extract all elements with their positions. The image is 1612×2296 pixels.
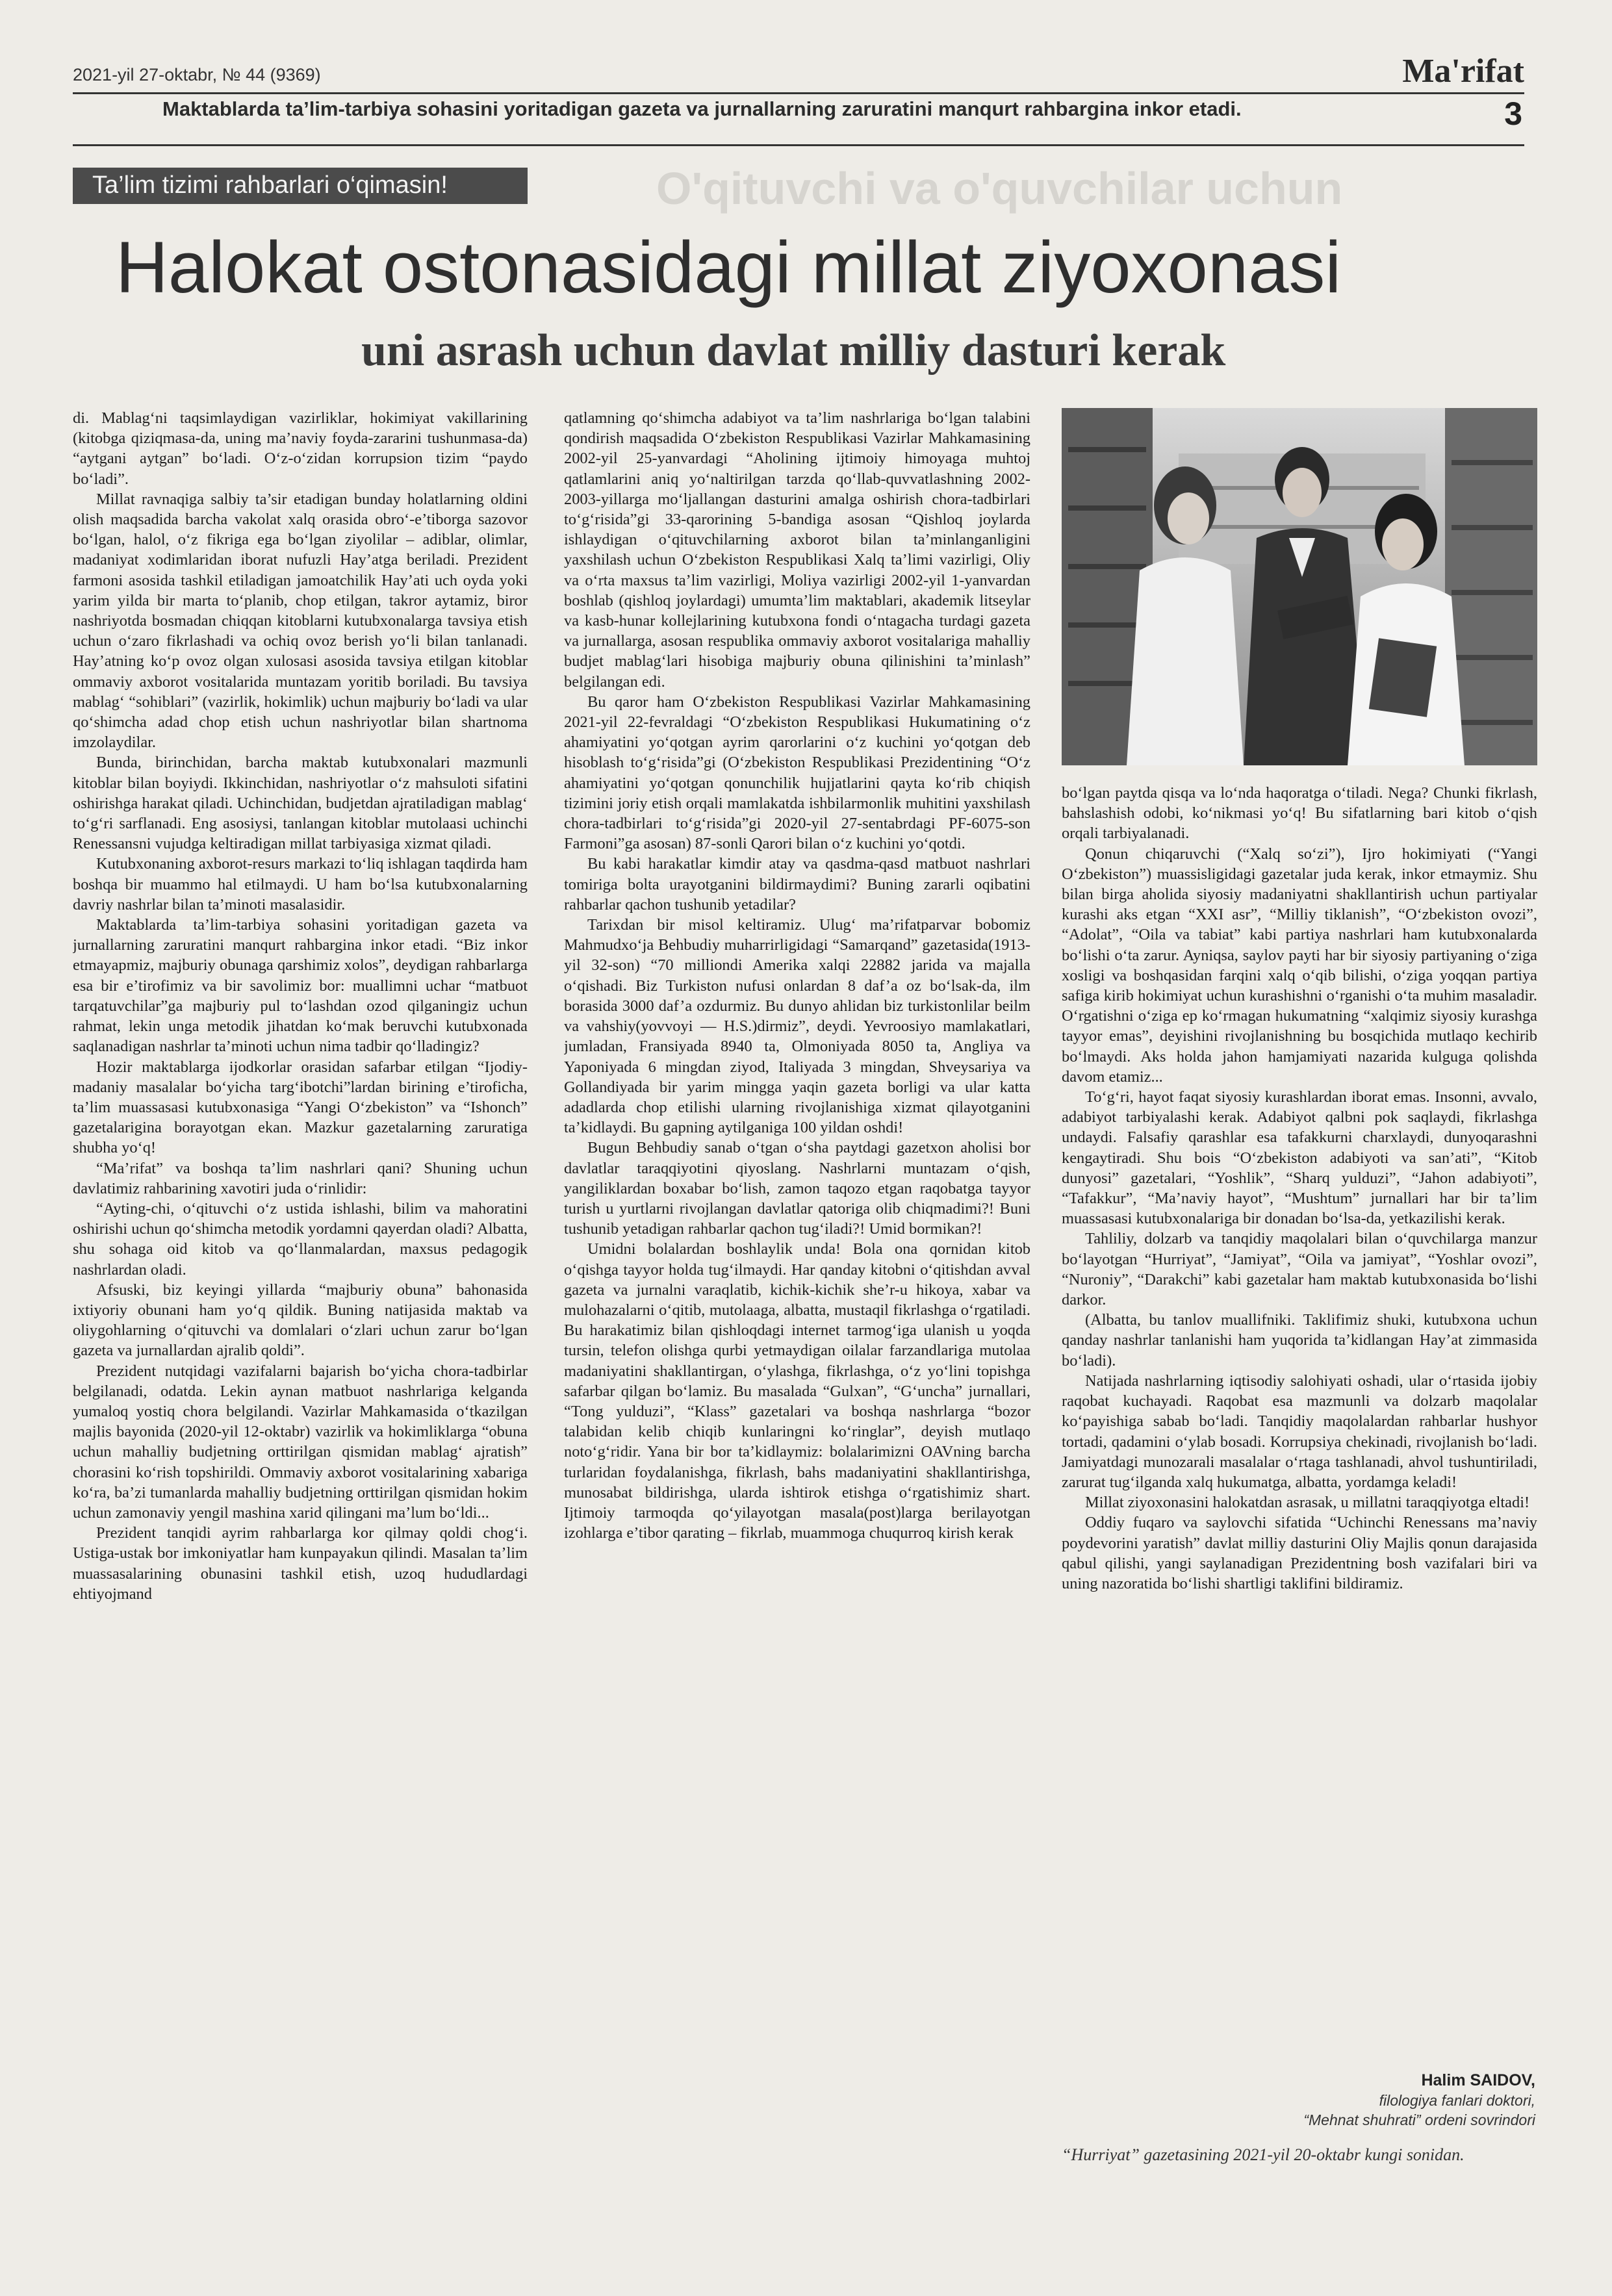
paragraph: Prezident tanqidi ayrim rahbarlarga kor qilmay qoldi chog‘i. Ustiga-ustak bor imkoniyatlar ham kunpayakun qilindi. Masalan ta’lim muassasalarining obunasini tashkil etish, uzoq hududlardagi ehtiyojmand — [73, 1524, 528, 1603]
author-award: “Mehnat shuhrati” ordeni sovrindori — [1303, 2111, 1535, 2128]
paragraph: Bunda, birinchidan, barcha maktab kutubxonalari mazmunli kitoblar bilan boyiydi. Ikkinchidan, nashriyotlar o‘z mahsuloti sifatini oshirishga harakat qiladi. Uchinchidan, budjetdan ajratiladigan mablag‘ to‘g‘ri sarflanadi. Eng asosiysi, tanlangan kitoblar mutolaasi uchinchi Renessansni vujudga keltiradigan millat tarbiyasiga xizmat qiladi. — [73, 754, 528, 853]
article-photo — [1062, 408, 1537, 765]
article-column-2 — [564, 408, 1030, 2227]
paragraph: di. Mablag‘ni taqsimlaydigan vazirliklar, hokimiyat vakillarining (kitobga qiziqmasa-da, uning ma’naviy foyda-zararini tushunmasa-da) “aytgani aytgan” bo‘ladi. O‘z-o‘zidan korrupsion tizim “paydo bo‘ladi”. — [73, 409, 528, 488]
header-rule-bottom — [73, 144, 1524, 146]
paragraph: Oddiy fuqaro va saylovchi sifatida “Uchinchi Renessans ma’naviy poydevorini yaratish” davlat milliy dasturini Oliy Majlis qonun darajasida qabul qilishi, yangi saylanadigan Prezidentning bosh vazifalari biri va uning nazoratida bo‘lishi shartligi taklifini bildiramiz. — [1062, 1514, 1537, 1592]
paragraph: To‘g‘ri, hayot faqat siyosiy kurashlardan iborat emas. Insonni, avvalo, adabiyot tarbiyalashi kerak. Adabiyot qalbni pok saqlaydi, fikrlashga undaydi. Falsafiy qarashlar esa tafakkurni charxlaydi, dunyoqarashni kengaytiradi. Shu bois “O‘zbekiston adabiyoti va san’ati”, “Kitob dunyosi” gazetalari, “Yoshlik”, “Sharq yulduzi”, “Jahon adabiyoti”, “Tafakkur”, “Ma’naviy hayot”, “Mushtum” jurnallari har bir ta’lim muassasasi kutubxonalariga bir donadan bo‘lsa-da, yetkazilishi kerak. — [1062, 1088, 1537, 1228]
paragraph: bo‘lgan paytda qisqa va lo‘nda haqoratga o‘tiladi. Nega? Chunki fikrlash, bahslashish odobi, ko‘nikmasi yo‘q! Bu sifatlarning bari kitob o‘qish orqali tarbiyalanadi. — [1062, 784, 1537, 843]
paragraph: Natijada nashrlarning iqtisodiy salohiyati oshadi, ular o‘rtasida ijobiy raqobat kuchayadi. Raqobat esa mazmunli va dolzarb maqolalar ko‘payishiga sabab bo‘ladi. Tanqidiy maqolalardan rahbarlar hushyor tortadi, qadamini o‘ylab bosadi. Korrupsiya chekinadi, rivojlanish bo‘ladi. Jamiyatdagi munozarali masalalar o‘rtaga tashlanadi, ahvol tushuntiriladi, zarurat tug‘ilganda xalq hukumatga, albatta, yordamga keladi! — [1062, 1371, 1537, 1491]
article-column-1 — [73, 408, 528, 2227]
paragraph: Kutubxonaning axborot-resurs markazi to‘liq ishlagan taqdirda ham boshqa bir muammo hal etilmaydi. U ham bo‘lsa kutubxonalarning davriy nashrlar bilan ta’minoti masalasidir. — [73, 855, 528, 913]
article-subheadline: uni asrash uchun davlat milliy dasturi kerak — [361, 325, 1226, 376]
paragraph: “Ayting-chi, o‘qituvchi o‘z ustida ishlashi, bilim va mahoratini oshirishi uchun qo‘shimcha metodik yordamni qayerdan oladi? Albatta, shu sohaga oid kitob va qo‘llanmalardan, maxsus pedagogik nashrlardan oladi. — [73, 1199, 528, 1279]
source-note: “Hurriyat” gazetasining 2021-yil 20-oktabr kungi sonidan. — [1062, 2145, 1465, 2164]
issue-date: 2021-yil 27-oktabr, № 44 (9369) — [73, 65, 321, 84]
author-title: filologiya fanlari doktori, — [1379, 2092, 1535, 2109]
paragraph: Bu qaror ham O‘zbekiston Respublikasi Vazirlar Mahkamasining 2021-yil 22-fevraldagi “O‘zbekiston Respublikasi Hukumatining o‘z ahamiyatini yo‘qotgan ayrim qarorlarini o‘z kuchini yo‘qotgan deb hisoblash to‘g‘risida”gi (O‘zbekiston Respublikasi Prezidentining “O‘z ahamiyatini yo‘qotgan qonunchilik hujjatlarini qayta ko‘rib chiqish tizimini joriy etish orqali mamlakatda ishbilarmonlik muhitini yaxshilash chora-tadbirlari to‘g‘risida”gi 2020-yil 27-sentabrdagi PF-6075-son Farmoni”ga asosan) 87-sonli Qarori bilan o‘z kuchini yo‘qotdi. — [564, 693, 1030, 853]
page-number: 3 — [1504, 96, 1522, 132]
paragraph: Tahliliy, dolzarb va tanqidiy maqolalari bilan o‘quvchilarga manzur bo‘layotgan “Hurriyat”, “Jamiyat”, “Oila va jamiyat”, “Yoshlar ovozi”, “Nuroniy”, “Darakchi” kabi gazetalar ham maktab kutubxonasida bo‘lishi darkor. — [1062, 1230, 1537, 1309]
paragraph: Afsuski, biz keyingi yillarda “majburiy obuna” bahonasida ixtiyoriy obunani ham yo‘q qildik. Buning natijasida maktab va oliygohlarning o‘qituvchi va domlalari o‘zlari uchun zarur bo‘lgan gazeta va jurnallardan ajralib qoldi”. — [73, 1281, 528, 1360]
paragraph: “Ma’rifat” va boshqa ta’lim nashrlari qani? Shuning uchun davlatimiz rahbarining xavotiri juda o‘rinlidir: — [73, 1159, 528, 1197]
article-headline: Halokat ostonasidagi millat ziyoxonasi — [116, 227, 1342, 308]
header-rule-top — [73, 92, 1524, 94]
show-through-text: O'qituvchi va o'quvchilar uchun — [656, 163, 1343, 214]
paragraph: (Albatta, bu tanlov muallifniki. Taklifimiz shuki, kutubxona uchun qanday nashrlar tanlanishi ham yuqorida ta’kidlangan Hay’at zimmasida bo‘ladi). — [1062, 1311, 1537, 1370]
paragraph: Bu kabi harakatlar kimdir atay va qasdma-qasd matbuot nashrlari tomiriga bolta urayotganini bildirmaydimi? Buning zararli oqibatini rahbarlar qachon tushunib yetadilar? — [564, 855, 1030, 913]
paragraph: qatlamning qo‘shimcha adabiyot va ta’lim nashrlariga bo‘lgan talabini qondirish maqsadida O‘zbekiston Respublikasi Vazirlar Mahkamasining 2002-yil 25-yanvardagi “Aholining ijtimoiy himoyaga muhtoj qatlamlarini aniq yo‘naltirilgan tarzda qo‘llab-quvvatlashning 2002-2003-yillarga mo‘ljallangan dasturini amalga oshirish chora-tadbirlari to‘g‘risida”gi 33-qarorining 5-bandiga asosan “Qishloq joylarda ishlaydigan o‘qituvchilarning axborot bilan ta’minlanganligini yaxshilash uchun O‘zbekiston Respublikasi Xalq ta’limi vazirligi, Oliy va o‘rta maxsus ta’lim vazirligi, Moliya vazirligi 2002-yil 1-yanvardan boshlab (qishloq joylardagi) umumta’lim maktablari, akademik litseylar va kasb-hunar kollejlarining kutubxona fondi o‘ntagacha turdagi gazeta va jurnallarga, asosan respublika ommaviy axborot vositalariga mahalliy budjet mablag‘lari hisobiga majburiy obuna qilinishini ta’minlash” belgilangan edi. — [564, 409, 1030, 691]
paragraph: Maktablarda ta’lim-tarbiya sohasini yoritadigan gazeta va jurnallarning zaruratini manqurt rahbargina inkor etadi. “Biz inkor etmayapmiz, majburiy obunaga qarshimiz xolos”, deydigan rahbarlarga esa bir e’tirofimiz va bir savolimiz bor: muallimni uchar “matbuot tarqatuvchilar”ga majburiy pul to‘lashdan ozod qilganingiz uchun rahmat, lekin unga metodik jihatdan ko‘mak beruvchi kutubxonada saqlanadigan nashrlar ta’minoti uchun nima tadbir qo‘lladingiz? — [73, 916, 528, 1056]
paragraph: Bugun Behbudiy sanab o‘tgan o‘sha paytdagi gazetxon aholisi bor davlatlar taraqqiyotini qiyoslang. Nashrlarni muntazam o‘qish, yangiliklardan boxabar bo‘lish, zamon taqozo etgan raqobatga tayyor turish u yurtlarni rivojlangan davlatlar qatoriga olib chiqmadimi?! Buni tushunib yetadigan rahbarlar qachon tug‘iladi?! Umid bormikan?! — [564, 1139, 1030, 1238]
paragraph: Umidni bolalardan boshlaylik unda! Bola ona qornidan kitob o‘qishga tayyor holda tug‘ilmaydi. Har qanday kitobni o‘qitishdan avval gazeta va jurnalni varaqlatib, kichik-kichik she’r-u hikoya, xabar va mulohazalarni o‘qitib, mutolaaga, albatta, mustaqil fikrlashga o‘rgatiladi. Bu harakatimiz bilan qishloqdagi internet tarmog‘iga ulanish u yoqda tursin, telefon olishga qurbi yetmaydigan oilalar farzandlariga mutolaa madaniyatini shakllantirgan, o‘ylashga, fikrlashga, o‘z yo‘lini topishga safarbar qilgan bo‘lamiz. Bu masalada “Gulxan”, “G‘uncha” jurnallari, “Tong yulduzi”, “Klass” gazetalari va boshqa nashrlarga “bozor talabidan kelib chiqib kunlaringni ko‘ringlar”, deyish mutlaqo noto‘g‘ridir. Yana bir bor ta’kidlaymiz: bolalarimizni OAVning barcha turlaridan foydalanishga, fikrlash, bahs madaniyatini shakllantirishga, munosabat bildirishga, ularda ishtirok etishga o‘rgatishimiz shart. Ijtimoiy tarmoqda qo‘yilayotgan masala(post)larga berilayotgan izohlarga e’tibor qarating – fikrlab, muammoga chuqurroq kirish kerak — [564, 1240, 1030, 1542]
newspaper-masthead: Ma'rifat — [1402, 53, 1524, 90]
article-column-3 — [1062, 783, 1537, 2060]
paragraph: Millat ziyoxonasini halokatdan asrasak, u millatni taraqqiyotga eltadi! — [1085, 1494, 1530, 1512]
header-slogan: Maktablarda ta’lim-tarbiya sohasini yoritadigan gazeta va jurnallarning zaruratini manqurt rahbargina inkor etadi. — [162, 97, 1242, 120]
paragraph: Millat ravnaqiga salbiy ta’sir etadigan bunday holatlarning oldini olish maqsadida barcha vakolat xalq orasida obro‘-e’tiborga sazovor bo‘lgan, halol, o‘z fikriga ega bo‘lgan ziyolilar – adiblar, olimlar, madaniyat xodimlaridan iborat nufuzli Hay’atga beriladi. Prezident farmoni asosida tashkil etiladigan jamoatchilik Hay’ati uch oyda yoki yarim yilda bir marta to‘planib, chop etilgan, takror aytamiz, biror nashriyotda bosmadan chiqqan kitoblarni kutubxonalarga tavsiya etish uchun o‘zaro fikrlashadi va ochiq ovoz berish yo‘li bilan tanlanadi. Hay’atning ko‘p ovoz olgan xulosasi asosida tavsiya etilgan kitoblar ommaviy axborot vositalarida muntazam yoritib boriladi. Bu tavsiya mablag‘ “sohiblari” (vazirlik, hokimlik) uchun majburiy bo‘ladi va ular qo‘shimcha adad chop etish uchun nashriyotlar bilan shartnoma imzolaydilar. — [73, 490, 528, 752]
paragraph: Qonun chiqaruvchi (“Xalq so‘zi”), Ijro hokimiyati (“Yangi O‘zbekiston”) muassisligidagi gazetalar juda kerak, inkor etmaymiz. Shu bilan birga aholida siyosiy madaniyatni shakllantirish uchun partiyalar kurashi aks etgan “XXI asr”, “Milliy tiklanish”, “O‘zbekiston ovozi”, “Adolat”, “Oila va tabiat” kabi partiya nashrlari ham kutubxonalarda bo‘lishi o‘ta zarur. Ayniqsa, saylov payti har bir siyosiy partiyaning o‘ziga xosligi va boshqasidan farqini xalq o‘qib bilishi, o‘ziga yoqqan partiya safiga kirib hokimiyat uchun kurashishni o‘rganishi o‘ta muhim masaladir. O‘rgatishni o‘ziga ep ko‘rmagan hukumatning “xalqimiz siyosiy kurashga tayyor emas”, deyishini rivojlanishning bu bosqichida mutlaqo kechirib bo‘lmaydi. Aks holda jahon hamjamiyati nazarida kulguga qolishda davom etamiz... — [1062, 845, 1537, 1086]
paragraph: Prezident nutqidagi vazifalarni bajarish bo‘yicha chora-tadbirlar belgilanadi, odatda. Lekin aynan matbuot nashrlariga kelganda yumaloq yostiq chora belgilandi. Vazirlar Mahkamasida o‘tkazilgan majlis bayonida (2020-yil 12-oktabr) vazirlik va hokimliklarga “obuna uchun mahalliy budjetning orttirilgan qismidan mablag‘ ajratish” chorasini ko‘rish topshirildi. Ommaviy axborot vositalarining xabariga ko‘ra, ba’zi tumanlarda mahalliy budjetning orttirilgan qismidan hokim uchun zamonaviy yengil mashina xarid qilingani ma’lum bo‘ldi... — [73, 1362, 528, 1522]
rubric-label: Ta’lim tizimi rahbarlari o‘qimasin! — [73, 168, 528, 204]
author-name: Halim SAIDOV, — [1421, 2071, 1535, 2089]
paragraph: Hozir maktablarga ijodkorlar orasidan safarbar etilgan “Ijodiy-madaniy masalalar bo‘yicha targ‘ibotchi”lardan birining e’tiroficha, ta’lim muassasasi kutubxonasiga “Yangi O‘zbekiston” va “Ishonch” gazetalarigina borayotgan ekan. Mazkur gazetalarning zaruratiga shubha yo‘q! — [73, 1058, 528, 1157]
paragraph: Tarixdan bir misol keltiramiz. Ulug‘ ma’rifatparvar bobomiz Mahmudxo‘ja Behbudiy muharrirligidagi “Samarqand” gazetasida(1913-yil 32-son) “70 milliondi Amerika xalqi 22882 jarida va majalla o‘qishadi. Biz Turkiston nufusi onlardan 8 daf’a oz bo‘lsak-da, ilm borasida 3000 daf’a ozdurmiz. Bu dunyo ahlidan biz turkistonlilar beilm va vahshiy(yovvoyi — H.S.)dirmiz”, deydi. Yevroosiyo mamlakatlari, jumladan, Fransiyada 8940 ta, Olmoniyada 8050 ta, Angliya va Yaponiyada 6 mingdan ziyod, Italiyada 3 mingdan, Shveysariya va Gollandiyada bir yarim mingga yaqin gazeta borligi va ular katta adadlarda chop etilishi ularning rivojlanishiga xizmat qilayotganini ta’kidlaydi. Bu gapning aytilganiga 100 yildan oshdi! — [564, 916, 1030, 1137]
